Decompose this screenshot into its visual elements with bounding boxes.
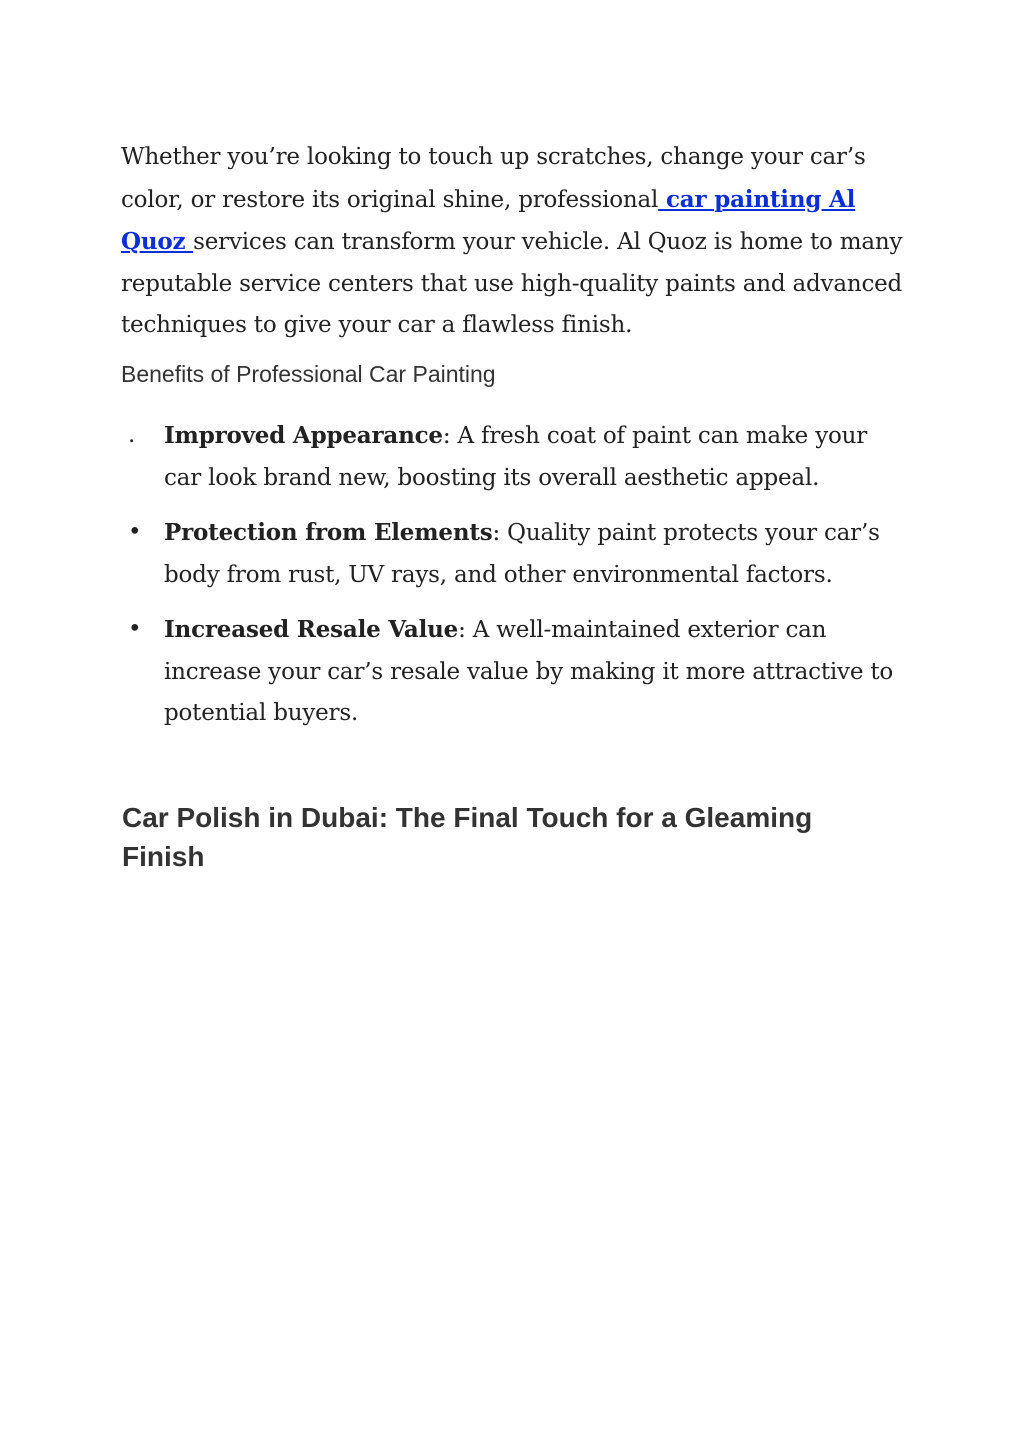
- benefit-text: : Quality paint protects your car’s body from rust, UV rays, and other environmental factors.: [164, 520, 880, 588]
- list-item: [128, 415, 908, 499]
- intro-text-before-link: Whether you’re looking to touch up scratches, change your car’s color, or restore its original shine, professional: [121, 144, 866, 213]
- benefit-text: : A fresh coat of paint can make your car look brand new, boosting its overall aesthetic appeal.: [164, 423, 868, 491]
- bullet-icon: •: [128, 519, 142, 545]
- list-marker: .: [128, 422, 136, 448]
- car-painting-al-quoz-link[interactable]: car painting Al Quoz: [121, 185, 856, 255]
- bullet-icon: •: [128, 616, 142, 642]
- intro-paragraph: [121, 137, 911, 347]
- list-item: [128, 609, 908, 735]
- benefit-text: : A well-maintained exterior can increase your car’s resale value by making it more attractive to potential buyers.: [164, 617, 894, 726]
- benefits-list: [128, 415, 908, 735]
- benefits-heading: Benefits of Professional Car Painting: [121, 361, 496, 387]
- benefit-title: Protection from Elements: [164, 519, 493, 546]
- benefit-title: Improved Appearance: [164, 422, 443, 449]
- intro-text-after-link: services can transform your vehicle. Al Quoz is home to many reputable service centers that use high-quality paints and advanced techniques to give your car a flawless finish.: [121, 229, 903, 338]
- benefit-title: Increased Resale Value: [164, 616, 459, 643]
- section-title: Car Polish in Dubai: The Final Touch for a Gleaming Finish: [122, 802, 813, 872]
- list-item: [128, 512, 908, 596]
